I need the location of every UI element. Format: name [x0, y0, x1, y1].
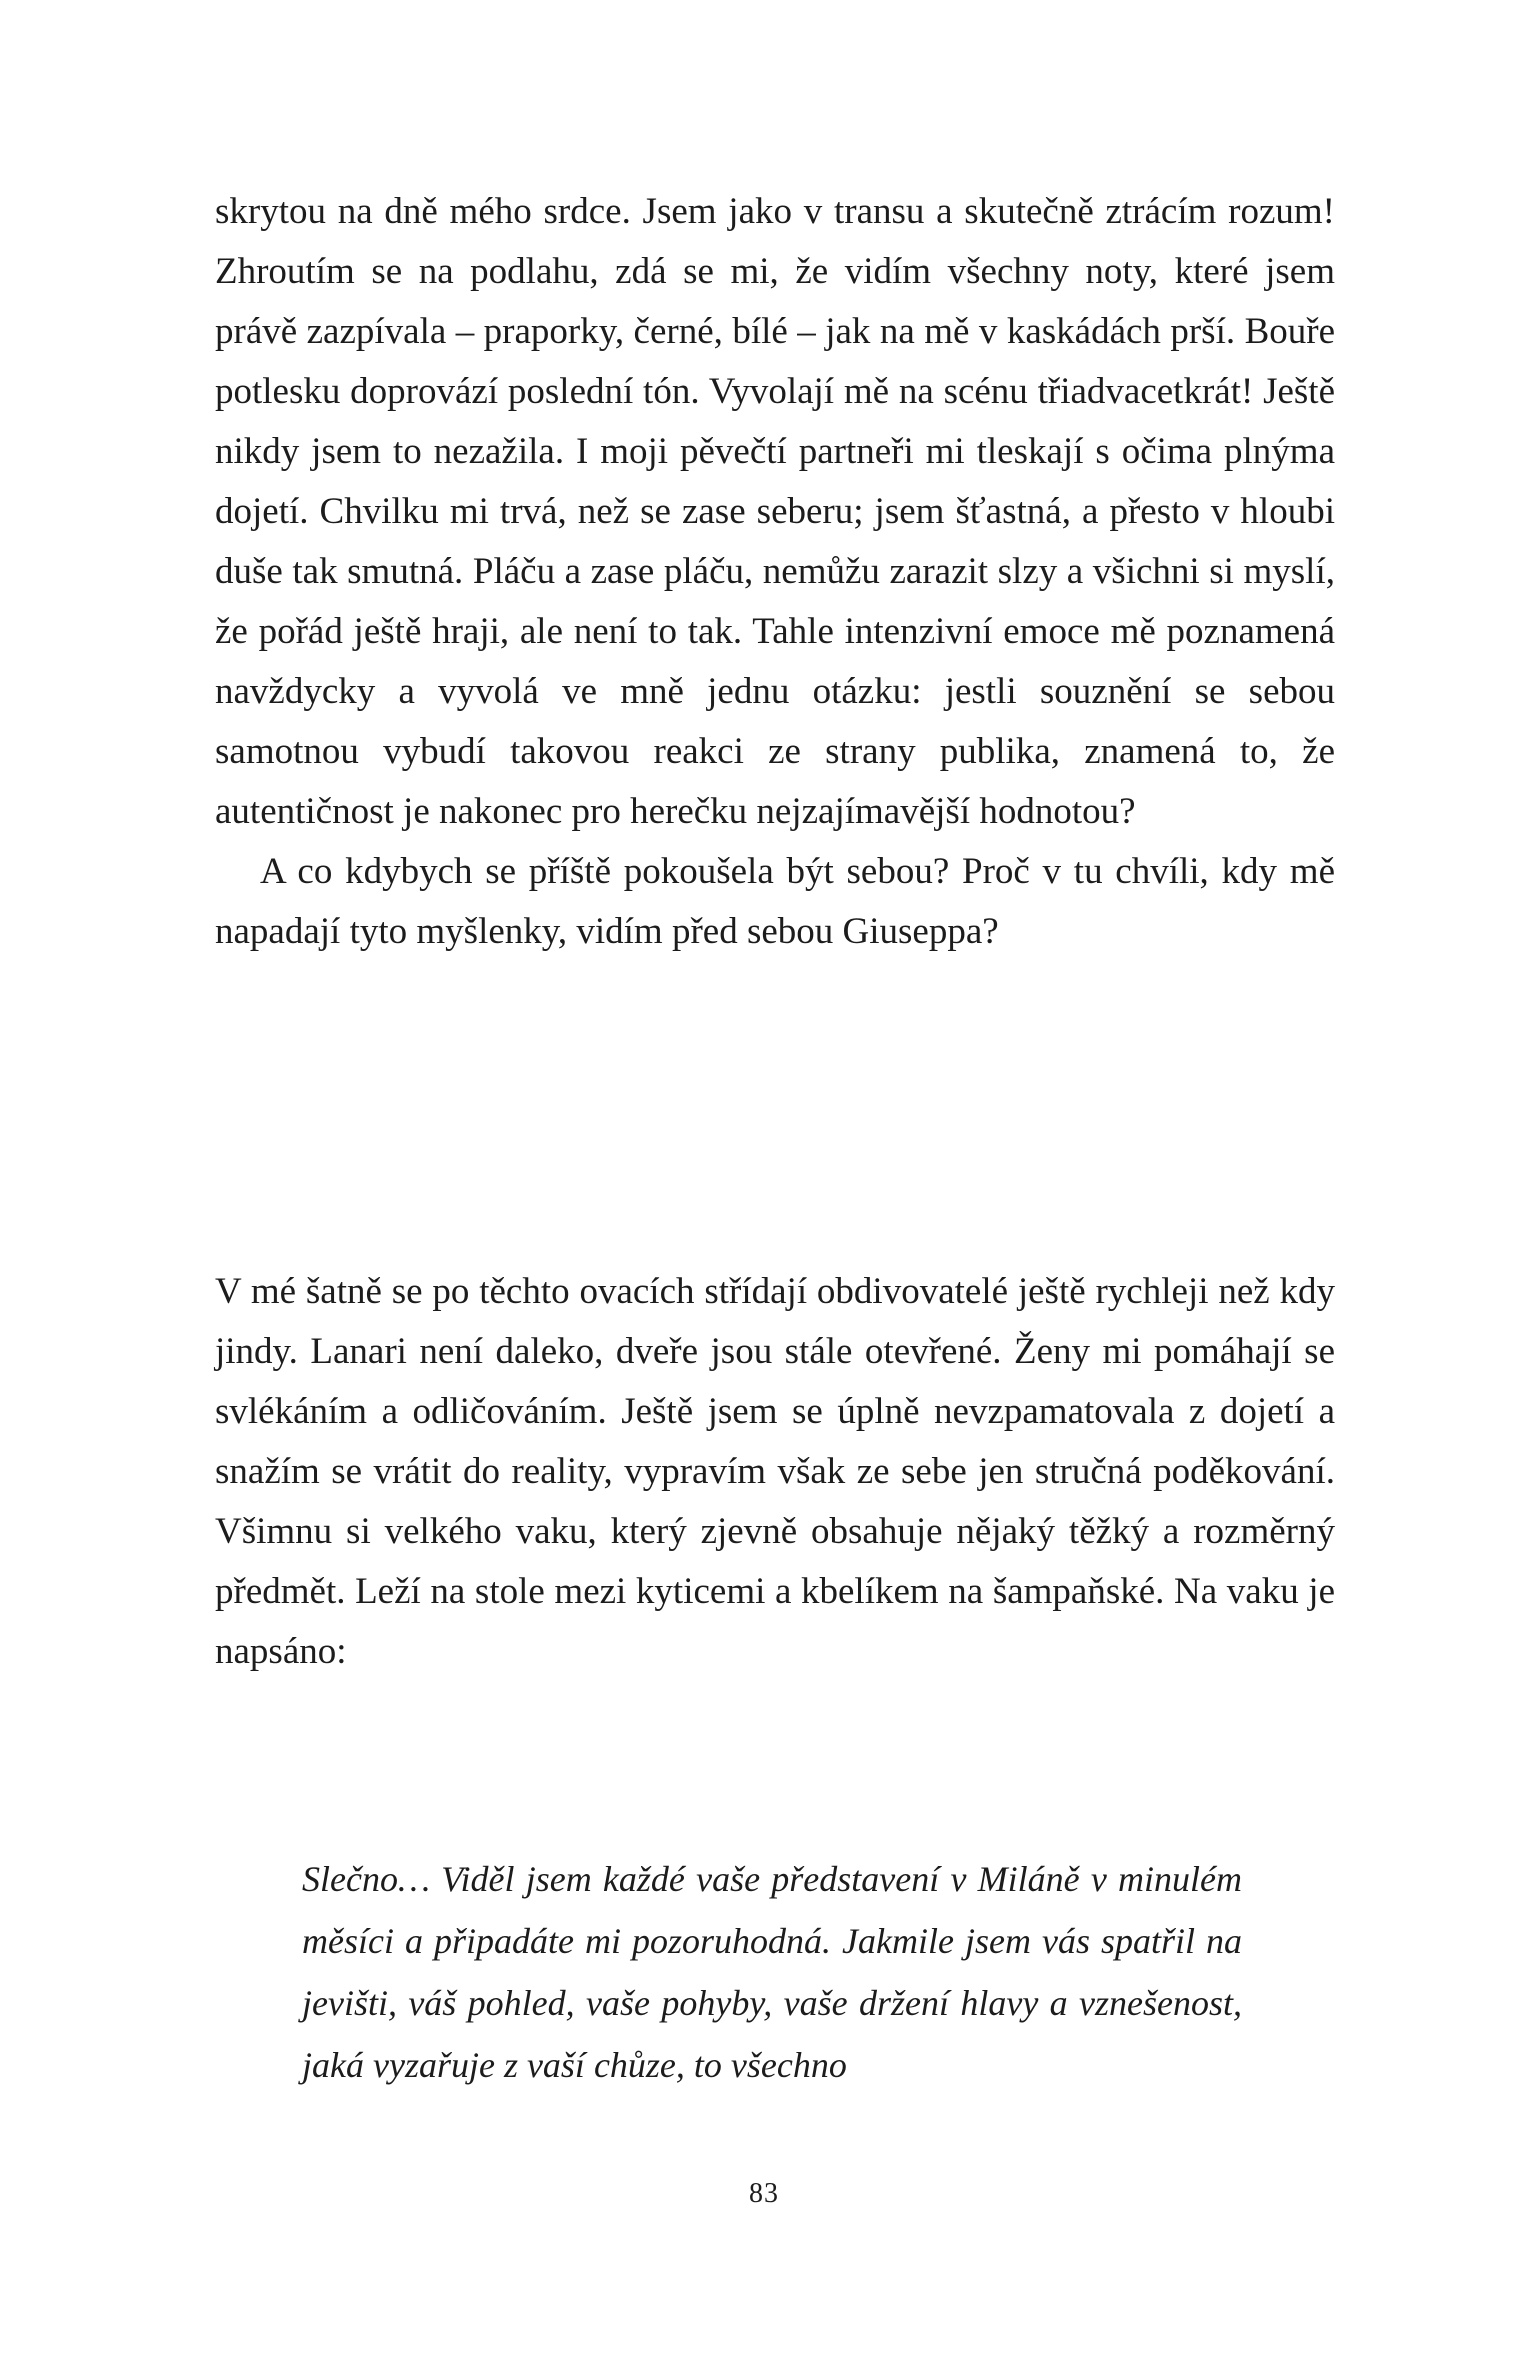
letter-text: Slečno… Viděl jsem každé vaše představení v Miláně v minulém měsíci a připadáte mi pozoruhodná. Jakmile jsem vás spatřil na jevišti, váš pohled, vaše pohyby, vaše držení hlavy a vznešenost, jaká vyzařuje z vaší chůze, to všechno — [302, 1859, 1242, 2085]
text-section-2 — [215, 1262, 1335, 1682]
paragraph: skrytou na dně mého srdce. Jsem jako v transu a skutečně ztrácím rozum! Zhroutím se na podlahu, zdá se mi, že vidím všechny noty, které jsem právě zazpívala – praporky, černé, bílé – jak na mě v kaskádách prší. Bouře potlesku doprovází poslední tón. Vyvolají mě na scénu třiadvacetkrát! Ještě nikdy jsem to nezažila. I moji pěvečtí partneři mi tleskají s očima plnýma dojetí. Chvilku mi trvá, než se zase seberu; jsem šťastná, a přesto v hloubi duše tak smutná. Pláču a zase pláču, nemůžu zarazit slzy a všichni si myslí, že pořád ještě hraji, ale není to tak. Tahle intenzivní emoce mě poznamená navždycky a vyvolá ve mně jednu otázku: jestli souznění se sebou samotnou vybudí takovou reakci ze strany publika, znamená to, že autentičnost je nakonec pro herečku nejzajímavější hodnotou? — [215, 191, 1335, 832]
quoted-letter — [302, 1848, 1242, 2096]
paragraph: V mé šatně se po těchto ovacích střídají obdivovatelé ještě rychleji než kdy jindy. Lanari není daleko, dveře jsou stále otevřené. Ženy mi pomáhají se svlékáním a odličováním. Ještě jsem se úplně nevzpamatovala z dojetí a snažím se vrátit do reality, vypravím však ze sebe jen stručná poděkování. Všimnu si velkého vaku, který zjevně obsahuje nějaký těžký a rozměrný předmět. Leží na stole mezi kyticemi a kbelíkem na šampaňské. Na vaku je napsáno: — [215, 1271, 1335, 1672]
paragraph: A co kdybych se příště pokoušela být sebou? Proč v tu chvíli, kdy mě napadají tyto myšlenky, vidím před sebou Giuseppa? — [215, 851, 1335, 952]
page-number: 83 — [749, 2178, 779, 2209]
text-section-1 — [215, 182, 1335, 962]
